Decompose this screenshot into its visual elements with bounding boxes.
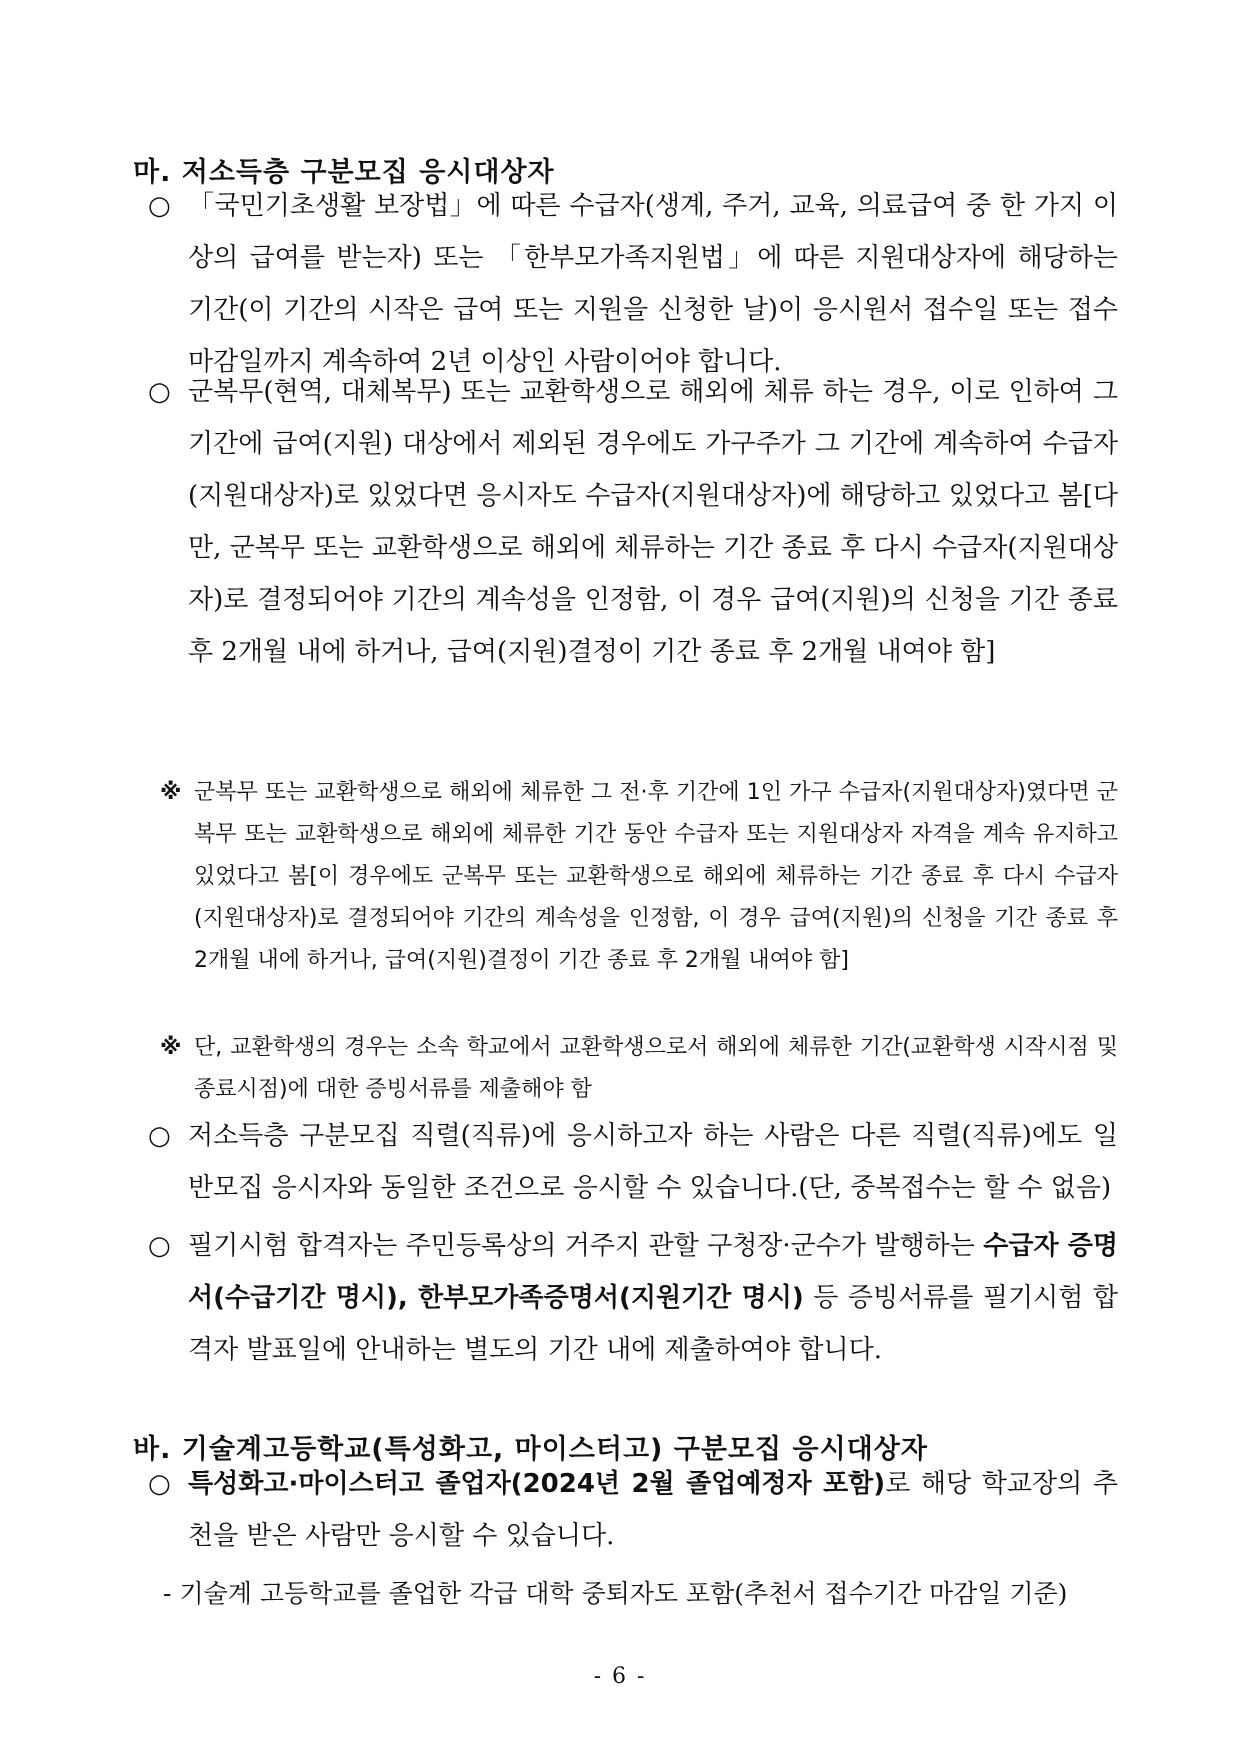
- paragraph-text: [188, 1458, 1118, 1562]
- paragraph-text: 군복무(현역, 대체복무) 또는 교환학생으로 해외에 체류 하는 경우, 이로 인하여 그 기간에 급여(지원) 대상에서 제외된 경우에도 가구주가 그 기간에 계속하여 수급자(지원대상자)로 있었다면 응시자도 수급자(지원대상자)에 해당하고 있었다고 봄[다만, 군복무 또는 교환학생으로 해외에 체류하는 기간 종료 후 다시 수급자(지원대상자)로 결정되어야 기간의 계속성을 인정함, 이 경우 급여(지원)의 신청을 기간 종료 후 2개월 내에 하거나, 급여(지원)결정이 기간 종료 후 2개월 내여야 함]: [188, 377, 1118, 667]
- bullet-circle: ○: [148, 191, 171, 221]
- paragraph-text: 「국민기초생활 보장법」에 따른 수급자(생계, 주거, 교육, 의료급여 중 한 가지 이상의 급여를 받는자) 또는 「한부모가족지원법」에 따른 지원대상자에 해당하는 기간(이 기간의 시작은 급여 또는 지원을 신청한 날)이 응시원서 접수일 또는 접수마감일까지 계속하여 2년 이상인 사람이어야 합니다.: [188, 191, 1118, 377]
- bold-text-run: 특성화고·마이스터고 졸업자(2024년 2월 졸업예정자 포함): [188, 1469, 886, 1499]
- bullet-circle: ○: [148, 1231, 171, 1261]
- text-run: 등 증빙서류를 필기시험 합격자 발표일에 안내하는 별도의 기간 내에 제출하여야 합니다.: [188, 1283, 1118, 1365]
- bullet-circle: ○: [148, 377, 171, 407]
- paragraph-military-service: [148, 366, 1118, 678]
- paragraph-other-series: [148, 1110, 1118, 1214]
- bullet-circle: ○: [148, 1121, 171, 1151]
- note-text: 단, 교환학생의 경우는 소속 학교에서 교환학생으로서 해외에 체류한 기간(교환학생 시작시점 및 종료시점)에 대한 증빙서류를 제출해야 함: [194, 1035, 1118, 1102]
- paragraph-eligibility: [148, 180, 1118, 388]
- bold-text-run: 수급자 증명서(수급기간 명시), 한부모가족증명서(지원기간 명시): [188, 1231, 1118, 1313]
- page-number: - 6 -: [593, 1664, 647, 1689]
- note-mark: ※: [160, 780, 182, 805]
- note-single-household: [160, 772, 1118, 982]
- note-text: 군복무 또는 교환학생으로 해외에 체류한 그 전·후 기간에 1인 가구 수급자(지원대상자)였다면 군복무 또는 교환학생으로 해외에 체류한 기간 동안 수급자 또는 지원대상자 자격을 계속 유지하고 있었다고 봄[이 경우에도 군복무 또는 교환학생으로 해외에 체류하는 기간 종료 후 다시 수급자(지원대상자)로 결정되어야 기간의 계속성을 인정함, 이 경우 급여(지원)의 신청을 기간 종료 후 2개월 내에 하거나, 급여(지원)결정이 기간 종료 후 2개월 내여야 함]: [194, 780, 1118, 973]
- section-heading-ba: 바. 기술계고등학교(특성화고, 마이스터고) 구분모집 응시대상자: [133, 1434, 928, 1465]
- paragraph-text: [188, 1220, 1118, 1376]
- dash-item-dropouts: [163, 1568, 1118, 1620]
- paragraph-documents: [148, 1220, 1118, 1376]
- note-exchange-student: [160, 1027, 1118, 1111]
- text-run: 필기시험 합격자는 주민등록상의 거주지 관할 구청장·군수가 발행하는: [188, 1231, 984, 1261]
- note-mark: ※: [160, 1035, 182, 1060]
- dash-mark: -: [163, 1579, 172, 1608]
- text-run: 로 해당 학교장의 추천을 받은 사람만 응시할 수 있습니다.: [188, 1469, 1118, 1551]
- section-heading-ma: 마. 저소득층 구분모집 응시대상자: [133, 157, 555, 188]
- dash-text: 기술계 고등학교를 졸업한 각급 대학 중퇴자도 포함(추천서 접수기간 마감일 기준): [179, 1579, 1068, 1608]
- bullet-circle: ○: [148, 1469, 171, 1499]
- paragraph-text: 저소득층 구분모집 직렬(직류)에 응시하고자 하는 사람은 다른 직렬(직류)에도 일반모집 응시자와 동일한 조건으로 응시할 수 있습니다.(단, 중복접수는 할 수 없음): [188, 1121, 1118, 1203]
- paragraph-vocational-school: [148, 1458, 1118, 1562]
